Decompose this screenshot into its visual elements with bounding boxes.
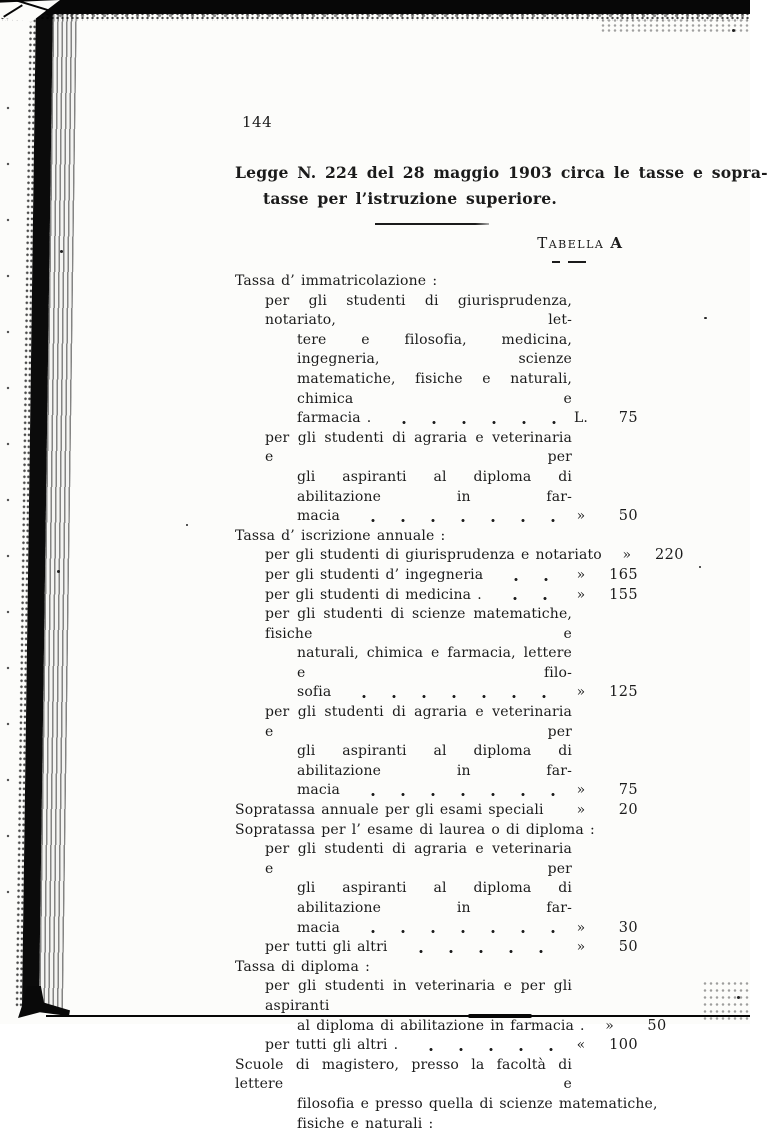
- line-text: macia: [297, 919, 341, 936]
- line-text: Tassa di diploma :: [235, 958, 370, 975]
- line-text: per gli studenti d’ ingegneria: [265, 566, 484, 583]
- amount-value: 165: [609, 566, 638, 583]
- doc-line: [235, 938, 638, 958]
- line-text: per gli studenti di medicina .: [265, 586, 482, 603]
- line-text: gli aspiranti al diploma di abilitazione in far-: [297, 468, 572, 505]
- line-text: per tutti gli altri: [265, 939, 388, 956]
- doc-line: [235, 703, 638, 742]
- scan-speck: [737, 996, 740, 999]
- dot-leader: [352, 781, 568, 801]
- dot-leader: [556, 801, 568, 821]
- line-text: Tassa d’ iscrizione annuale :: [235, 527, 446, 544]
- document-rows: [235, 272, 684, 1134]
- dash-mark: [552, 261, 560, 263]
- amount-value: 125: [609, 684, 638, 701]
- line-text: per gli studenti di giurisprudenza e notariato: [265, 547, 602, 564]
- table-caption-letter: A: [610, 234, 622, 252]
- currency-mark: «: [576, 1037, 586, 1054]
- law-title-line1: Legge N. 224 del 28 maggio 1903 circa le tasse e sopra-: [235, 163, 768, 182]
- scan-speck: [699, 566, 701, 568]
- doc-line: [235, 683, 638, 703]
- doc-line: [235, 527, 638, 547]
- line-text: per gli studenti di scienze matematiche, fisiche e: [265, 606, 572, 642]
- line-text: al diploma di abilitazione in farmacia .: [297, 1017, 585, 1034]
- line-text: gli aspiranti al diploma di abilitazione in far-: [297, 743, 572, 779]
- doc-line: [235, 331, 638, 370]
- line-text: farmacia .: [297, 410, 372, 427]
- line-text: sofia: [297, 684, 332, 701]
- line-text: per gli studenti di giurisprudenza, notariato, let-: [265, 292, 572, 329]
- dot-leader: [352, 919, 568, 939]
- doc-line: [235, 840, 638, 879]
- doc-line: [235, 605, 638, 644]
- doc-line: [235, 566, 638, 586]
- doc-line: [235, 879, 638, 918]
- amount-value: 155: [609, 586, 638, 603]
- line-text: gli aspiranti al diploma di abilitazione in far-: [297, 880, 572, 916]
- scan-top-black-bar: [0, 0, 750, 14]
- doc-line: [235, 370, 638, 409]
- law-title-line2: tasse per l’istruzione superiore.: [263, 189, 558, 208]
- amount-value: 20: [618, 802, 638, 819]
- law-title: [235, 160, 768, 212]
- line-text: naturali, chimica e farmacia, lettere e filo-: [297, 645, 572, 681]
- page-content: [235, 0, 768, 1134]
- doc-line: [235, 1095, 658, 1115]
- currency-mark: »: [576, 919, 586, 936]
- doc-line: [235, 742, 638, 781]
- doc-line: [235, 1115, 638, 1134]
- dot-leader: [400, 938, 568, 958]
- scan-margin-dots: [6, 80, 10, 940]
- line-text: macia: [297, 782, 341, 799]
- doc-line: [235, 292, 638, 331]
- line-text: per tutti gli altri .: [265, 1037, 399, 1054]
- amount-value: 50: [618, 508, 638, 525]
- doc-line: [235, 801, 638, 821]
- line-text: macia: [297, 508, 341, 525]
- currency-mark: »: [576, 782, 586, 799]
- dot-leader: [383, 409, 568, 429]
- scan-speck: [60, 250, 63, 253]
- dot-leader: [343, 683, 568, 703]
- table-caption: [235, 233, 638, 253]
- doc-line: [235, 1056, 638, 1095]
- line-text: per gli studenti di agraria e veterinaria e per: [265, 429, 572, 466]
- line-text: Scuole di magistero, presso la facoltà di lettere e: [235, 1056, 572, 1093]
- doc-line: [235, 468, 638, 507]
- currency-mark: »: [622, 547, 632, 564]
- doc-line: [235, 958, 638, 978]
- doc-line: [235, 644, 638, 683]
- doc-line: [235, 1017, 667, 1037]
- line-text: per gli studenti di agraria e veterinaria e per: [265, 841, 572, 877]
- amount-value: 75: [618, 410, 638, 427]
- line-text: Tassa d’ immatricolazione :: [235, 273, 438, 289]
- doc-line: [235, 429, 638, 468]
- line-text: matematiche, fisiche e naturali, chimica e: [297, 370, 572, 407]
- line-text: per gli studenti in veterinaria e per gli aspiranti: [265, 978, 572, 1014]
- amount-value: 220: [654, 547, 684, 564]
- amount-value: 75: [618, 782, 638, 799]
- doc-line: [235, 546, 684, 566]
- currency-mark: L.: [573, 410, 589, 427]
- doc-line: [235, 1036, 638, 1056]
- line-text: Sopratassa annuale per gli esami speciali: [235, 802, 544, 819]
- doc-line: [235, 272, 638, 292]
- dot-leader: [352, 507, 568, 527]
- currency-mark: »: [576, 586, 586, 603]
- currency-mark: »: [605, 1017, 615, 1034]
- scan-speck: [186, 524, 188, 526]
- currency-mark: »: [576, 939, 586, 956]
- table-caption-dashes: [235, 258, 638, 266]
- amount-value: 50: [618, 939, 638, 956]
- dot-leader: [495, 566, 568, 586]
- doc-line: [235, 586, 638, 606]
- doc-line: [235, 821, 638, 841]
- currency-mark: »: [576, 566, 586, 583]
- scan-speck: [704, 317, 707, 319]
- line-text: tere e filosofia, medicina, ingegneria, scienze: [297, 331, 572, 368]
- page-number: 144: [242, 113, 273, 131]
- scan-speck: [57, 570, 60, 573]
- book-binding-shadow: [22, 6, 53, 1008]
- doc-line: [235, 409, 638, 429]
- currency-mark: »: [576, 684, 586, 701]
- line-text: Sopratassa per l’ esame di laurea o di diploma :: [235, 821, 595, 838]
- currency-mark: »: [576, 802, 586, 819]
- line-text: per gli studenti di agraria e veterinaria e per: [265, 704, 572, 740]
- dash-mark: [568, 261, 586, 263]
- line-text: filosofia e presso quella di scienze matematiche,: [297, 1095, 658, 1112]
- separator-rule: [375, 223, 489, 225]
- dot-leader: [410, 1036, 568, 1056]
- amount-value: 50: [647, 1017, 667, 1034]
- amount-value: 100: [609, 1037, 638, 1054]
- table-caption-label: Tabella: [537, 234, 605, 252]
- currency-mark: »: [576, 508, 586, 525]
- doc-line: [235, 781, 638, 801]
- dot-leader: [494, 586, 568, 606]
- doc-line: [235, 977, 638, 1016]
- amount-value: 30: [618, 919, 638, 936]
- doc-line: [235, 507, 638, 527]
- line-text: fisiche e naturali :: [297, 1115, 434, 1132]
- doc-line: [235, 919, 638, 939]
